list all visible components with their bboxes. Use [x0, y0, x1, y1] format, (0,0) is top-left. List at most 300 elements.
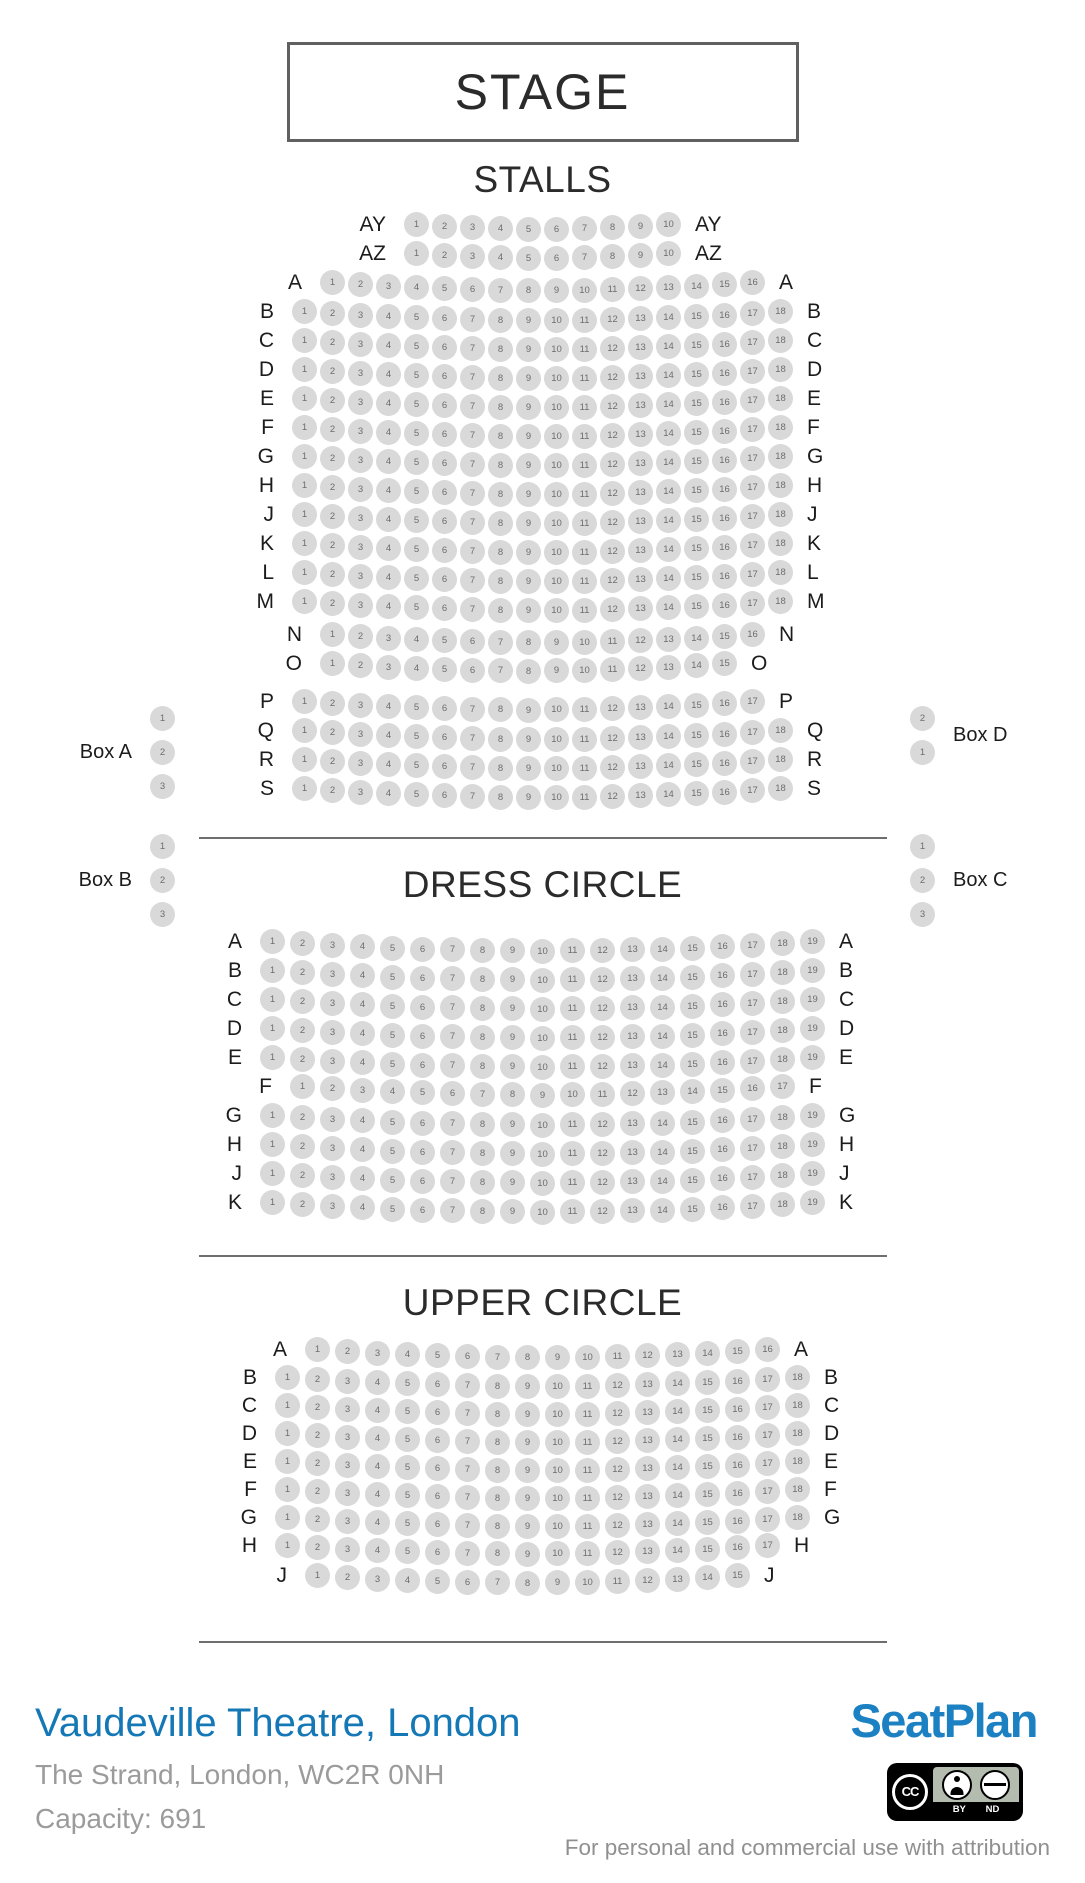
seat[interactable]: 2	[320, 720, 345, 745]
seat[interactable]: 4	[376, 536, 401, 561]
seat[interactable]: 9	[516, 482, 541, 507]
seat[interactable]: 9	[516, 569, 541, 594]
seat[interactable]: 4	[376, 420, 401, 445]
seat[interactable]: 4	[350, 1166, 375, 1191]
seat[interactable]: 2	[290, 1047, 315, 1072]
seat[interactable]: 9	[515, 1542, 540, 1567]
seat[interactable]: 15	[684, 536, 709, 561]
seat[interactable]: 18	[785, 1449, 810, 1474]
seat[interactable]: 16	[710, 1050, 735, 1075]
seat[interactable]: 7	[460, 452, 485, 477]
seat[interactable]: 12	[635, 1343, 660, 1368]
seat[interactable]: 13	[628, 567, 653, 592]
seat[interactable]: 1	[150, 834, 175, 859]
seat[interactable]: 1	[292, 689, 317, 714]
seat[interactable]: 2	[320, 301, 345, 326]
seat[interactable]: 17	[740, 689, 765, 714]
seat[interactable]: 7	[572, 245, 597, 270]
seat[interactable]: 19	[800, 958, 825, 983]
seat[interactable]: 11	[572, 337, 597, 362]
seat[interactable]: 14	[656, 724, 681, 749]
seat[interactable]: 6	[455, 1344, 480, 1369]
seat[interactable]: 11	[572, 727, 597, 752]
seat[interactable]: 10	[544, 727, 569, 752]
seat[interactable]: 9	[545, 1345, 570, 1370]
seat[interactable]: 2	[305, 1451, 330, 1476]
seat[interactable]: 6	[432, 725, 457, 750]
seat[interactable]: 5	[404, 450, 429, 475]
seat[interactable]: 3	[335, 1481, 360, 1506]
seat[interactable]: 12	[590, 1054, 615, 1079]
seat[interactable]: 8	[470, 1025, 495, 1050]
seat[interactable]: 17	[740, 1049, 765, 1074]
seat[interactable]: 16	[712, 506, 737, 531]
seat[interactable]: 1	[292, 473, 317, 498]
seat[interactable]: 14	[665, 1455, 690, 1480]
seat[interactable]: 3	[348, 593, 373, 618]
seat[interactable]: 9	[515, 1430, 540, 1455]
seat[interactable]: 11	[600, 657, 625, 682]
seat[interactable]: 12	[600, 726, 625, 751]
seat[interactable]: 18	[768, 776, 793, 801]
seat[interactable]: 16	[710, 1195, 735, 1220]
seat[interactable]: 8	[488, 540, 513, 565]
seat[interactable]: 1	[404, 212, 429, 237]
seat[interactable]: 3	[376, 655, 401, 680]
seat[interactable]: 9	[500, 1170, 525, 1195]
seat[interactable]: 5	[432, 628, 457, 653]
seat[interactable]: 3	[150, 902, 175, 927]
seat[interactable]: 1	[275, 1505, 300, 1530]
seat[interactable]: 14	[650, 937, 675, 962]
seat[interactable]: 9	[628, 243, 653, 268]
seat[interactable]: 12	[600, 568, 625, 593]
seat[interactable]: 4	[404, 275, 429, 300]
seat[interactable]: 13	[628, 695, 653, 720]
seat[interactable]: 15	[680, 1139, 705, 1164]
seat[interactable]: 14	[695, 1341, 720, 1366]
seat[interactable]: 7	[460, 423, 485, 448]
seat[interactable]: 11	[572, 540, 597, 565]
seat[interactable]: 6	[425, 1456, 450, 1481]
seat[interactable]: 13	[656, 627, 681, 652]
seat[interactable]: 18	[770, 1192, 795, 1217]
seat[interactable]: 11	[575, 1430, 600, 1455]
seat[interactable]: 17	[740, 991, 765, 1016]
seat[interactable]: 5	[425, 1343, 450, 1368]
seat[interactable]: 13	[656, 655, 681, 680]
seat[interactable]: 10	[544, 598, 569, 623]
seat[interactable]: 15	[684, 781, 709, 806]
seat[interactable]: 1	[320, 270, 345, 295]
seat[interactable]: 13	[635, 1372, 660, 1397]
seat[interactable]: 1	[320, 651, 345, 676]
seat[interactable]: 17	[740, 388, 765, 413]
seat[interactable]: 14	[650, 995, 675, 1020]
seat[interactable]: 12	[605, 1373, 630, 1398]
seat[interactable]: 3	[320, 962, 345, 987]
seat[interactable]: 18	[768, 718, 793, 743]
seat[interactable]: 18	[768, 589, 793, 614]
seat[interactable]: 8	[488, 598, 513, 623]
seat[interactable]: 1	[150, 706, 175, 731]
seat[interactable]: 12	[605, 1457, 630, 1482]
seat[interactable]: 16	[712, 419, 737, 444]
seat[interactable]: 3	[348, 780, 373, 805]
seat[interactable]: 15	[680, 1052, 705, 1077]
seat[interactable]: 11	[590, 1082, 615, 1107]
seat[interactable]: 3	[365, 1567, 390, 1592]
seat[interactable]: 6	[432, 480, 457, 505]
seat[interactable]: 7	[440, 1198, 465, 1223]
seat[interactable]: 3	[335, 1397, 360, 1422]
seat[interactable]: 5	[410, 1080, 435, 1105]
seat[interactable]: 15	[680, 965, 705, 990]
seat[interactable]: 6	[432, 538, 457, 563]
seat[interactable]: 15	[684, 723, 709, 748]
seat[interactable]: 2	[320, 749, 345, 774]
seat[interactable]: 2	[305, 1367, 330, 1392]
seat[interactable]: 8	[488, 424, 513, 449]
seat[interactable]: 10	[530, 1055, 555, 1080]
seat[interactable]: 12	[628, 656, 653, 681]
seat[interactable]: 6	[544, 217, 569, 242]
seat[interactable]: 7	[460, 568, 485, 593]
seat[interactable]: 8	[485, 1486, 510, 1511]
seat[interactable]: 10	[545, 1458, 570, 1483]
seat[interactable]: 6	[425, 1484, 450, 1509]
seat[interactable]: 11	[572, 756, 597, 781]
seat[interactable]: 16	[712, 564, 737, 589]
seat[interactable]: 6	[544, 246, 569, 271]
seat[interactable]: 16	[755, 1337, 780, 1362]
seat[interactable]: 10	[530, 997, 555, 1022]
seat[interactable]: 5	[516, 246, 541, 271]
seat[interactable]: 18	[768, 299, 793, 324]
seat[interactable]: 15	[695, 1398, 720, 1423]
seat[interactable]: 14	[650, 1198, 675, 1223]
seat[interactable]: 12	[600, 539, 625, 564]
seat[interactable]: 10	[544, 511, 569, 536]
seat[interactable]: 4	[350, 1021, 375, 1046]
seat[interactable]: 3	[348, 361, 373, 386]
seat[interactable]: 7	[455, 1513, 480, 1538]
seat[interactable]: 11	[600, 277, 625, 302]
seat[interactable]: 5	[395, 1483, 420, 1508]
seat[interactable]: 11	[572, 697, 597, 722]
seat[interactable]: 5	[404, 305, 429, 330]
seat[interactable]: 13	[635, 1428, 660, 1453]
seat[interactable]: 1	[290, 1074, 315, 1099]
seat[interactable]: 18	[785, 1421, 810, 1446]
seat[interactable]: 13	[635, 1484, 660, 1509]
seat[interactable]: 8	[488, 482, 513, 507]
seat[interactable]: 2	[290, 989, 315, 1014]
seat[interactable]: 13	[620, 1053, 645, 1078]
seat[interactable]: 8	[485, 1458, 510, 1483]
seat[interactable]: 3	[348, 693, 373, 718]
seat[interactable]: 2	[320, 417, 345, 442]
seat[interactable]: 1	[292, 560, 317, 585]
seat[interactable]: 5	[380, 1197, 405, 1222]
seat[interactable]: 4	[380, 1079, 405, 1104]
seat[interactable]: 3	[348, 448, 373, 473]
seat[interactable]: 13	[628, 725, 653, 750]
seat[interactable]: 10	[544, 308, 569, 333]
seat[interactable]: 19	[800, 1132, 825, 1157]
seat[interactable]: 10	[544, 424, 569, 449]
seat[interactable]: 10	[545, 1374, 570, 1399]
seat[interactable]: 8	[470, 1141, 495, 1166]
seat[interactable]: 6	[425, 1400, 450, 1425]
seat[interactable]: 15	[680, 1110, 705, 1135]
seat[interactable]: 3	[348, 477, 373, 502]
seat[interactable]: 9	[544, 630, 569, 655]
seat[interactable]: 13	[628, 754, 653, 779]
seat[interactable]: 1	[292, 776, 317, 801]
seat[interactable]: 7	[460, 510, 485, 535]
seat[interactable]: 18	[770, 960, 795, 985]
seat[interactable]: 19	[800, 1190, 825, 1215]
seat[interactable]: 5	[380, 1023, 405, 1048]
seat[interactable]: 13	[620, 937, 645, 962]
seat[interactable]: 9	[500, 1141, 525, 1166]
seat[interactable]: 11	[575, 1458, 600, 1483]
seat[interactable]: 18	[785, 1477, 810, 1502]
seat[interactable]: 14	[650, 1111, 675, 1136]
seat[interactable]: 15	[684, 304, 709, 329]
seat[interactable]: 15	[695, 1370, 720, 1395]
seat[interactable]: 12	[590, 1170, 615, 1195]
seat[interactable]: 10	[530, 1171, 555, 1196]
seat[interactable]: 6	[460, 277, 485, 302]
seat[interactable]: 18	[768, 386, 793, 411]
seat[interactable]: 2	[305, 1479, 330, 1504]
seat[interactable]: 4	[376, 781, 401, 806]
seat[interactable]: 14	[656, 508, 681, 533]
seat[interactable]: 8	[488, 785, 513, 810]
seat[interactable]: 7	[455, 1373, 480, 1398]
seat[interactable]: 1	[292, 747, 317, 772]
seat[interactable]: 15	[680, 1168, 705, 1193]
seat[interactable]: 14	[650, 1140, 675, 1165]
seat[interactable]: 11	[572, 308, 597, 333]
seat[interactable]: 4	[350, 934, 375, 959]
seat[interactable]: 5	[395, 1539, 420, 1564]
seat[interactable]: 15	[684, 594, 709, 619]
seat[interactable]: 16	[712, 361, 737, 386]
seat[interactable]: 15	[725, 1339, 750, 1364]
seat[interactable]: 2	[335, 1339, 360, 1364]
seat[interactable]: 6	[410, 1198, 435, 1223]
seat[interactable]: 7	[440, 966, 465, 991]
seat[interactable]: 9	[515, 1458, 540, 1483]
seat[interactable]: 8	[600, 244, 625, 269]
seat[interactable]: 3	[348, 506, 373, 531]
seat[interactable]: 8	[488, 308, 513, 333]
seat[interactable]: 15	[712, 624, 737, 649]
seat[interactable]: 17	[740, 1165, 765, 1190]
seat[interactable]: 6	[432, 596, 457, 621]
seat[interactable]: 6	[432, 335, 457, 360]
seat[interactable]: 12	[590, 1112, 615, 1137]
seat[interactable]: 5	[404, 392, 429, 417]
seat[interactable]: 14	[680, 1079, 705, 1104]
seat[interactable]: 10	[572, 630, 597, 655]
seat[interactable]: 16	[725, 1535, 750, 1560]
seat[interactable]: 14	[684, 653, 709, 678]
seat[interactable]: 3	[376, 274, 401, 299]
seat[interactable]: 2	[320, 691, 345, 716]
seat[interactable]: 9	[544, 278, 569, 303]
seat[interactable]: 18	[770, 1105, 795, 1130]
seat[interactable]: 18	[768, 560, 793, 585]
seat[interactable]: 3	[150, 774, 175, 799]
seat[interactable]: 4	[365, 1510, 390, 1535]
seat[interactable]: 7	[440, 1111, 465, 1136]
seat[interactable]: 10	[545, 1486, 570, 1511]
seat[interactable]: 17	[740, 562, 765, 587]
seat[interactable]: 16	[712, 448, 737, 473]
seat[interactable]: 5	[404, 566, 429, 591]
seat[interactable]: 7	[455, 1401, 480, 1426]
seat[interactable]: 17	[740, 1194, 765, 1219]
seat[interactable]: 16	[710, 1166, 735, 1191]
seat[interactable]: 17	[755, 1451, 780, 1476]
seat[interactable]: 12	[635, 1568, 660, 1593]
seat[interactable]: 7	[460, 365, 485, 390]
seat[interactable]: 18	[768, 328, 793, 353]
seat[interactable]: 7	[440, 1169, 465, 1194]
seat[interactable]: 13	[656, 275, 681, 300]
seat[interactable]: 14	[665, 1427, 690, 1452]
seat[interactable]: 13	[628, 422, 653, 447]
seat[interactable]: 8	[488, 337, 513, 362]
seat[interactable]: 11	[575, 1541, 600, 1566]
seat[interactable]: 13	[620, 1024, 645, 1049]
seat[interactable]: 1	[292, 444, 317, 469]
seat[interactable]: 9	[515, 1374, 540, 1399]
seat[interactable]: 8	[470, 967, 495, 992]
seat[interactable]: 19	[800, 1016, 825, 1041]
seat[interactable]: 10	[575, 1570, 600, 1595]
seat[interactable]: 11	[575, 1402, 600, 1427]
seat[interactable]: 15	[684, 693, 709, 718]
seat[interactable]: 4	[376, 594, 401, 619]
seat[interactable]: 9	[516, 395, 541, 420]
seat[interactable]: 14	[656, 479, 681, 504]
seat[interactable]: 18	[785, 1505, 810, 1530]
seat[interactable]: 16	[710, 1021, 735, 1046]
seat[interactable]: 15	[725, 1563, 750, 1588]
seat[interactable]: 18	[768, 357, 793, 382]
seat[interactable]: 14	[656, 782, 681, 807]
seat[interactable]: 15	[695, 1510, 720, 1535]
seat[interactable]: 1	[320, 622, 345, 647]
seat[interactable]: 2	[305, 1507, 330, 1532]
seat[interactable]: 11	[575, 1486, 600, 1511]
seat[interactable]: 12	[600, 307, 625, 332]
seat[interactable]: 4	[365, 1538, 390, 1563]
seat[interactable]: 13	[620, 1140, 645, 1165]
seat[interactable]: 6	[410, 1140, 435, 1165]
seat[interactable]: 17	[740, 1020, 765, 1045]
seat[interactable]: 3	[320, 1020, 345, 1045]
seat[interactable]: 18	[785, 1393, 810, 1418]
seat[interactable]: 16	[740, 270, 765, 295]
seat[interactable]: 10	[544, 337, 569, 362]
seat[interactable]: 2	[320, 778, 345, 803]
seat[interactable]: 15	[712, 272, 737, 297]
seat[interactable]: 11	[572, 366, 597, 391]
seat[interactable]: 3	[348, 564, 373, 589]
seat[interactable]: 5	[380, 936, 405, 961]
seat[interactable]: 16	[712, 593, 737, 618]
seat[interactable]: 3	[320, 1107, 345, 1132]
seat[interactable]: 8	[485, 1374, 510, 1399]
seat[interactable]: 8	[488, 511, 513, 536]
seat[interactable]: 6	[460, 658, 485, 683]
seat[interactable]: 6	[410, 937, 435, 962]
seat[interactable]: 10	[544, 569, 569, 594]
seat[interactable]: 1	[292, 299, 317, 324]
seat[interactable]: 2	[305, 1423, 330, 1448]
seat[interactable]: 10	[544, 482, 569, 507]
seat[interactable]: 9	[516, 366, 541, 391]
seat[interactable]: 3	[460, 215, 485, 240]
seat[interactable]: 4	[376, 723, 401, 748]
seat[interactable]: 6	[432, 393, 457, 418]
seat[interactable]: 7	[460, 481, 485, 506]
seat[interactable]: 14	[656, 392, 681, 417]
seat[interactable]: 1	[275, 1533, 300, 1558]
seat[interactable]: 10	[545, 1430, 570, 1455]
seat[interactable]: 12	[600, 481, 625, 506]
seat[interactable]: 6	[410, 995, 435, 1020]
seat[interactable]: 18	[768, 473, 793, 498]
seat[interactable]: 8	[488, 697, 513, 722]
seat[interactable]: 11	[605, 1344, 630, 1369]
seat[interactable]: 4	[376, 507, 401, 532]
seat[interactable]: 18	[768, 747, 793, 772]
seat[interactable]: 3	[335, 1369, 360, 1394]
seat[interactable]: 6	[432, 422, 457, 447]
seat[interactable]: 1	[292, 415, 317, 440]
seat[interactable]: 14	[665, 1399, 690, 1424]
seat[interactable]: 3	[320, 991, 345, 1016]
seat[interactable]: 2	[290, 960, 315, 985]
seat[interactable]: 1	[260, 1190, 285, 1215]
seat[interactable]: 4	[350, 963, 375, 988]
seat[interactable]: 16	[710, 992, 735, 1017]
seat[interactable]: 15	[680, 936, 705, 961]
seat[interactable]: 8	[470, 1054, 495, 1079]
seat[interactable]: 17	[740, 504, 765, 529]
seat[interactable]: 17	[755, 1423, 780, 1448]
seat[interactable]: 12	[590, 1199, 615, 1224]
seat[interactable]: 1	[292, 328, 317, 353]
seat[interactable]: 9	[516, 785, 541, 810]
seat[interactable]: 5	[404, 782, 429, 807]
seat[interactable]: 4	[488, 245, 513, 270]
seat[interactable]: 11	[572, 569, 597, 594]
seat[interactable]: 8	[470, 1170, 495, 1195]
seat[interactable]: 4	[376, 565, 401, 590]
seat[interactable]: 11	[560, 1025, 585, 1050]
seat[interactable]: 15	[684, 752, 709, 777]
seat[interactable]: 8	[488, 395, 513, 420]
seat[interactable]: 10	[544, 540, 569, 565]
